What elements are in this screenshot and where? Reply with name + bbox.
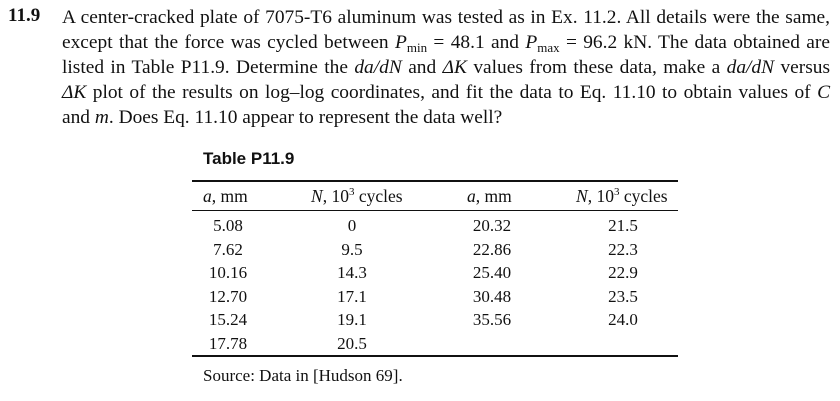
table-title: Table P11.9 (203, 149, 295, 168)
text-segment: values from these data, make a (466, 57, 727, 78)
table-cell: 20.32 (472, 216, 512, 235)
header-a-left: a, mm (203, 186, 248, 206)
column-a-right (466, 214, 518, 332)
c-symbol: C (817, 82, 830, 103)
table-cell: 7.62 (213, 239, 243, 259)
table-cell: 5.08 (213, 216, 243, 235)
table-bottom-rule (192, 355, 678, 357)
header-n-right: N, $10^3$ cycles (576, 186, 668, 206)
dadn-symbol: da/dN (354, 57, 402, 78)
table-cell: 17.78 (208, 333, 248, 353)
text-segment: and (62, 107, 95, 128)
pmin-subscript: min (406, 40, 428, 55)
m-symbol: m (94, 107, 109, 128)
delta-k-symbol: ΔK (62, 82, 87, 103)
pmax-symbol: P (525, 32, 538, 53)
delta-k-symbol: ΔK (442, 57, 467, 78)
text-segment: . Does Eq. 11.10 appear to represent the data well? (108, 107, 503, 128)
header-a-right: a, mm (467, 186, 512, 206)
header-n-left: N, $10^3$ cycles (311, 186, 403, 206)
table-cell: 22.3 (608, 239, 638, 259)
text-segment: and (401, 57, 443, 78)
table-cell: 9.5 (341, 239, 363, 259)
text-segment: plot of the results on log–log coordinates, and fit the data to Eq. 11.10 to obtain values of (86, 82, 818, 103)
table-cell: 23.5 (608, 286, 638, 306)
table-cell: 15.24 (208, 310, 248, 330)
table-cell: 0 (347, 216, 357, 235)
table-cell: 24.0 (608, 310, 638, 330)
problem-text (62, 5, 830, 130)
table-cell: 20.5 (337, 333, 367, 353)
table-top-rule (192, 180, 678, 182)
text-segment: versus (774, 57, 831, 78)
pmin-symbol: P (394, 32, 407, 53)
table-cell: 17.1 (337, 286, 367, 306)
table-cell: 22.86 (472, 239, 512, 259)
table-cell: 35.56 (472, 310, 512, 330)
table-cell: 14.3 (337, 263, 367, 283)
column-n-left (322, 214, 382, 356)
table-cell: 19.1 (337, 310, 367, 330)
table-cell: 30.48 (472, 286, 512, 306)
table-cell: 12.70 (208, 286, 248, 306)
text-segment: = 96.2 kN. The data obtained are listed in Table P11.9. Determine the (62, 32, 830, 78)
table-cell: 10.16 (208, 263, 248, 283)
text-segment: A center-cracked plate of 7075-T6 aluminum was tested as in Ex. 11.2. All details were the same, except that the force was cycled between (62, 7, 830, 53)
dadn-symbol: da/dN (726, 57, 775, 78)
table-header-rule (192, 210, 678, 211)
column-n-right (598, 214, 648, 332)
text-segment: = 48.1 and (427, 32, 526, 53)
column-a-left (203, 214, 253, 356)
table-source-note: Source: Data in [Hudson 69]. (203, 366, 403, 385)
pmax-subscript: max (537, 40, 560, 55)
table-cell: 21.5 (608, 216, 638, 235)
table-cell: 25.40 (472, 263, 512, 283)
table-cell: 22.9 (608, 263, 638, 283)
problem-number: 11.9 (8, 5, 41, 26)
